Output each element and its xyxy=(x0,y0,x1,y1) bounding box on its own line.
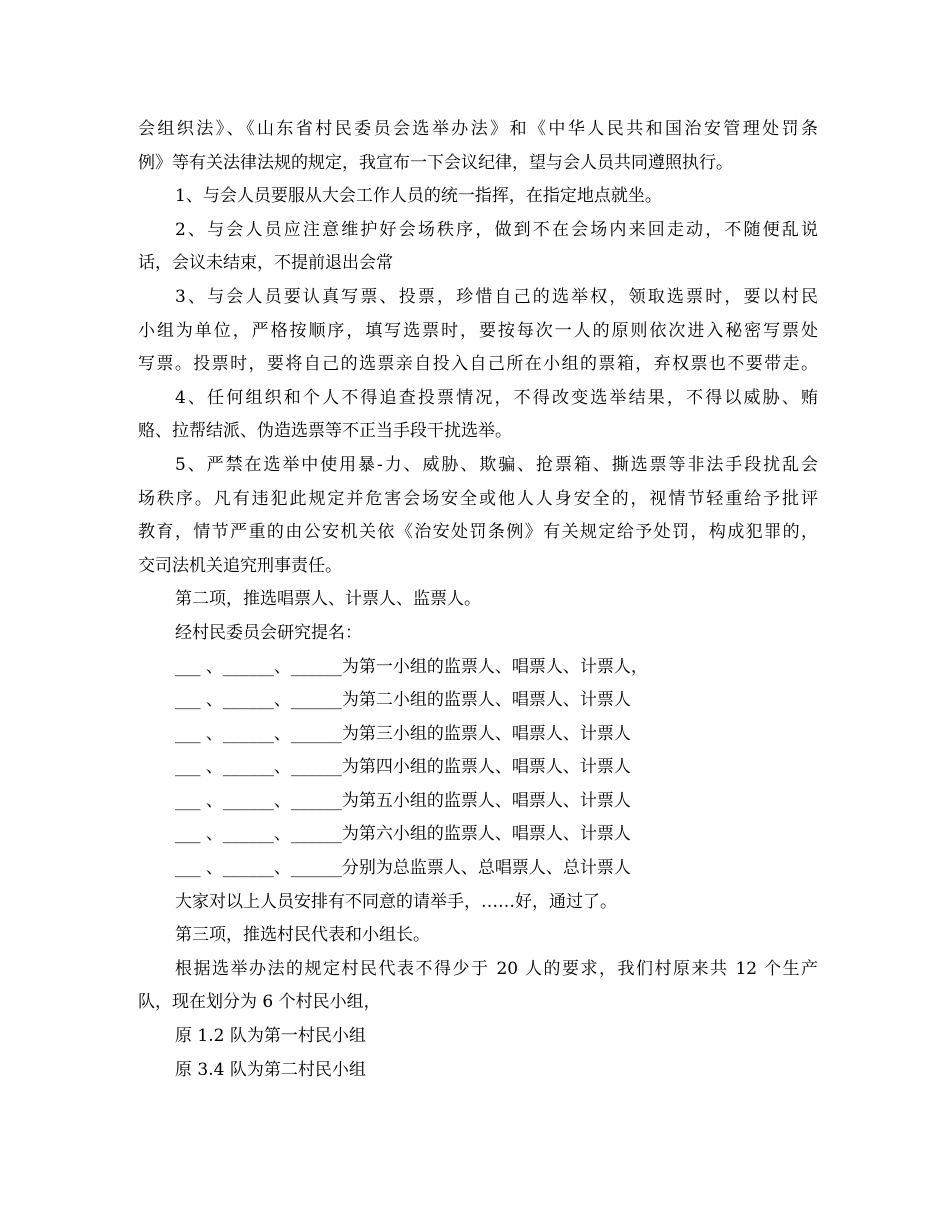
paragraph-line: 会组织法》、《山东省村民委员会选举办法》和《中华人民共和国治安管理处罚条 xyxy=(138,119,818,139)
document-body xyxy=(138,113,818,1087)
paragraph-line: 经村民委员会研究提名： xyxy=(175,622,362,643)
nominee-line-group-1: ___ 、______、______为第一小组的监票人、唱票人、计票人， xyxy=(175,656,648,677)
paragraph-line: 交司法机关追究刑事责任。 xyxy=(138,555,342,576)
nominee-line-general: ___ 、______、______分别为总监票人、总唱票人、总计票人 xyxy=(175,858,631,879)
rule-item-5: 5、严禁在选举中使用暴-力、威胁、欺骗、抢票箱、撕选票等非法手段扰乱会 xyxy=(175,454,818,475)
paragraph-line: 队，现在划分为 6 个村民小组， xyxy=(138,992,381,1013)
group-assignment-line: 原 1.2 队为第一村民小组 xyxy=(175,1026,366,1047)
nominee-line-group-6: ___ 、______、______为第六小组的监票人、唱票人、计票人 xyxy=(175,824,631,845)
rule-item-4: 4、任何组织和个人不得追查投票情况，不得改变选举结果，不得以威胁、贿 xyxy=(175,387,818,408)
paragraph-line: 小组为单位，严格按顺序，填写选票时，要按每次一人的原则依次进入秘密写票处 xyxy=(138,320,818,341)
paragraph-line: 场秩序。凡有违犯此规定并危害会场安全或他人人身安全的，视情节轻重给予批评 xyxy=(138,488,818,509)
paragraph-line: 根据选举办法的规定村民代表不得少于 20 人的要求，我们村原来共 12 个生产 xyxy=(175,958,818,979)
nominee-line-group-5: ___ 、______、______为第五小组的监票人、唱票人、计票人 xyxy=(175,790,631,811)
section-heading-item-3: 第三项，推选村民代表和小组长。 xyxy=(175,925,430,946)
section-heading-item-2: 第二项，推选唱票人、计票人、监票人。 xyxy=(175,589,481,610)
group-assignment-line: 原 3.4 队为第二村民小组 xyxy=(175,1059,366,1080)
paragraph-line: 写票。投票时，要将自己的选票亲自投入自己所在小组的票箱，弃权票也不要带走。 xyxy=(138,354,818,375)
nominee-line-group-2: ___ 、______、______为第二小组的监票人、唱票人、计票人 xyxy=(175,690,631,711)
paragraph-line: 大家对以上人员安排有不同意的请举手，……好，通过了。 xyxy=(175,891,617,912)
paragraph-line: 赂、拉帮结派、伪造选票等不正当手段干扰选举。 xyxy=(138,421,512,442)
paragraph-line: 教育，情节严重的由公安机关依《治安处罚条例》有关规定给予处罚，构成犯罪的， xyxy=(138,522,818,543)
nominee-line-group-3: ___ 、______、______为第三小组的监票人、唱票人、计票人 xyxy=(175,723,631,744)
paragraph-line: 例》等有关法律法规的规定，我宣布一下会议纪律，望与会人员共同遵照执行。 xyxy=(138,152,733,173)
nominee-line-group-4: ___ 、______、______为第四小组的监票人、唱票人、计票人 xyxy=(175,757,631,778)
paragraph-line: 话，会议未结束，不提前退出会常 xyxy=(138,253,393,274)
rule-item-1: 1、与会人员要服从大会工作人员的统一指挥，在指定地点就坐。 xyxy=(175,186,662,207)
rule-item-2: 2、与会人员应注意维护好会场秩序，做到不在会场内来回走动，不随便乱说 xyxy=(175,219,818,240)
rule-item-3: 3、与会人员要认真写票、投票，珍惜自己的选举权，领取选票时，要以村民 xyxy=(175,286,818,307)
